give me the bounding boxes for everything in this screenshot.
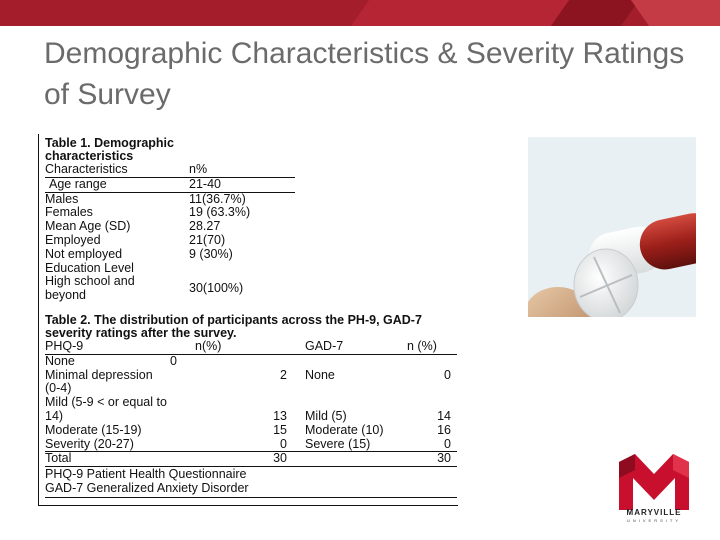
gad7-label: Mild (5) xyxy=(305,408,347,423)
gad7-label: Severe (15) xyxy=(305,436,371,451)
table2-caption: Table 2. The distribution of participants across the PH-9, GAD-7 severity ratings after the survey. xyxy=(45,313,422,340)
total-row xyxy=(45,452,457,467)
table-border-left xyxy=(38,134,39,506)
phq9-count: 30 xyxy=(170,452,305,467)
footnotes xyxy=(45,468,457,498)
table-row xyxy=(45,396,457,424)
phq9-label: Total xyxy=(45,452,170,467)
header-bar xyxy=(0,0,720,26)
gad7-count: 30 xyxy=(395,452,457,467)
phq9-label: Severity (20-27) xyxy=(45,436,134,451)
row-value: 19 (63.3%) xyxy=(189,205,251,220)
phq9-count: 0 xyxy=(170,353,177,368)
table-row xyxy=(45,177,295,192)
gad7-label xyxy=(305,452,395,467)
severity-table xyxy=(45,314,457,498)
row-label: Employed xyxy=(45,232,101,247)
table-row xyxy=(45,369,457,397)
table-row xyxy=(45,248,295,262)
row-label: Age range xyxy=(45,177,165,192)
demographics-table xyxy=(45,137,295,303)
row-label: Females xyxy=(45,205,93,220)
pills-photo xyxy=(528,137,696,317)
header-phq9-n: n(%) xyxy=(170,340,305,354)
table-row xyxy=(45,192,295,206)
row-value: 21-40 xyxy=(165,177,295,192)
table-row xyxy=(45,206,295,220)
gad7-label xyxy=(305,354,395,368)
header-gad7: GAD-7 xyxy=(305,340,395,354)
gad7-count: 14 xyxy=(437,408,451,423)
phq9-label: Moderate (15-19) xyxy=(45,422,142,437)
gad7-label: None xyxy=(305,367,335,382)
row-value: 21(70) xyxy=(189,232,226,247)
row-label: Mean Age (SD) xyxy=(45,219,131,234)
header-characteristics: Characteristics xyxy=(45,163,165,177)
gad7-count: 16 xyxy=(437,422,451,437)
row-value xyxy=(165,262,295,276)
logo-text: MARYVILLE xyxy=(626,508,682,517)
phq9-count: 13 xyxy=(273,408,287,423)
row-label: High school and beyond xyxy=(45,274,135,303)
table-border-bottom xyxy=(38,505,458,506)
row-label: Males xyxy=(45,191,79,206)
row-value: 30(100%) xyxy=(189,281,244,296)
phq9-count: 15 xyxy=(273,422,287,437)
row-label: Not employed xyxy=(45,246,123,261)
table1-caption-line2: characteristics xyxy=(45,149,134,163)
table-row xyxy=(45,424,457,438)
table-row xyxy=(45,354,457,368)
footnote-phq9: PHQ-9 Patient Health Questionnaire xyxy=(45,467,247,482)
phq9-label: None xyxy=(45,353,75,368)
table-header-row xyxy=(45,340,457,354)
table-row xyxy=(45,220,295,234)
gad7-count: 0 xyxy=(444,367,451,382)
gad7-count xyxy=(395,354,457,368)
footnote-gad7: GAD-7 Generalized Anxiety Disorder xyxy=(45,480,249,495)
row-value: 11(36.7%) xyxy=(189,191,246,206)
phq9-label: Minimal depression (0-4) xyxy=(45,367,153,396)
table-row xyxy=(45,438,457,452)
logo-subtext: UNIVERSITY xyxy=(626,518,681,523)
phq9-count: 0 xyxy=(280,436,287,451)
header-gad7-n: n (%) xyxy=(395,340,457,354)
phq9-label: Mild (5-9 < or equal to 14) xyxy=(45,395,167,423)
table-header-row xyxy=(45,163,295,177)
table1-caption-line1: Table 1. Demographic xyxy=(45,136,174,150)
gad7-count: 0 xyxy=(444,436,451,451)
phq9-count: 2 xyxy=(280,367,287,382)
gad7-label: Moderate (10) xyxy=(305,422,384,437)
header-n-percent: n% xyxy=(165,163,295,177)
row-label: Education Level xyxy=(45,260,134,275)
table-row xyxy=(45,234,295,248)
table-row xyxy=(45,262,295,276)
header-phq9: PHQ-9 xyxy=(45,340,170,354)
slide-title: Demographic Characteristics & Severity Ratings of Survey xyxy=(44,37,685,111)
table-row xyxy=(45,275,295,303)
row-value: 9 (30%) xyxy=(189,246,233,261)
row-value: 28.27 xyxy=(189,219,221,234)
